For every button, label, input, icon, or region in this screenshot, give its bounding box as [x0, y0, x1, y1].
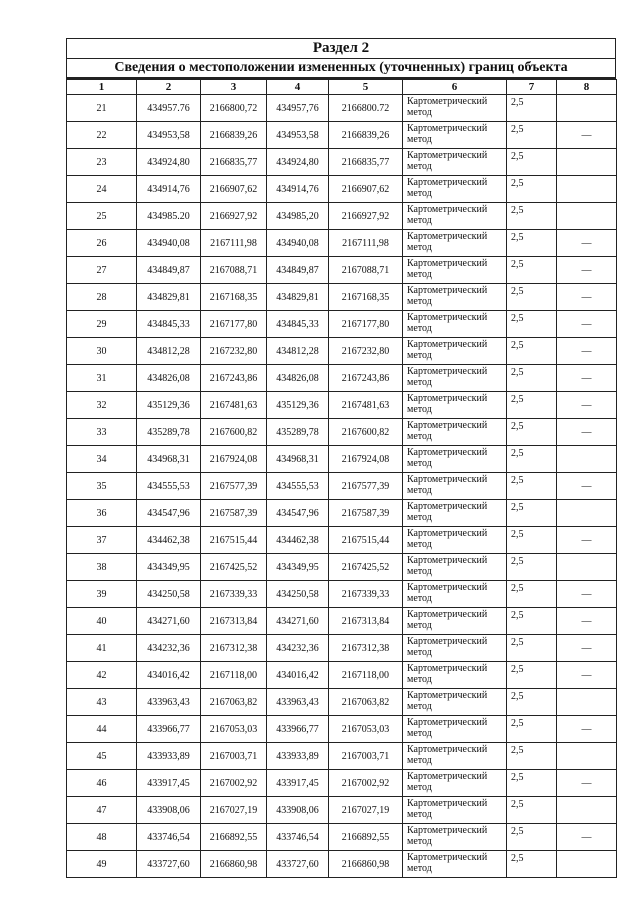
precision-cell: 2,5 — [507, 662, 557, 689]
new-y-coordinate-cell: 2166892,55 — [329, 824, 403, 851]
note-cell: — — [557, 824, 617, 851]
section-title: Раздел 2 — [67, 39, 615, 59]
x-coordinate-cell: 434271,60 — [137, 608, 201, 635]
table-body — [67, 80, 617, 878]
new-x-coordinate-cell: 434826,08 — [267, 365, 329, 392]
precision-cell: 2,5 — [507, 230, 557, 257]
point-number-cell: 33 — [67, 419, 137, 446]
table-row — [67, 446, 617, 473]
method-cell: Картометрический метод — [403, 311, 507, 338]
y-coordinate-cell: 2166927,92 — [201, 203, 267, 230]
note-cell: — — [557, 122, 617, 149]
x-coordinate-cell: 434250,58 — [137, 581, 201, 608]
y-coordinate-cell: 2167002,92 — [201, 770, 267, 797]
precision-cell: 2,5 — [507, 770, 557, 797]
new-y-coordinate-cell: 2167118,00 — [329, 662, 403, 689]
new-x-coordinate-cell: 434914,76 — [267, 176, 329, 203]
x-coordinate-cell: 434968,31 — [137, 446, 201, 473]
new-y-coordinate-cell: 2167168,35 — [329, 284, 403, 311]
precision-cell: 2,5 — [507, 689, 557, 716]
precision-cell: 2,5 — [507, 554, 557, 581]
note-cell — [557, 689, 617, 716]
point-number-cell: 48 — [67, 824, 137, 851]
table-row — [67, 95, 617, 122]
method-cell: Картометрический метод — [403, 797, 507, 824]
x-coordinate-cell: 433963,43 — [137, 689, 201, 716]
method-cell: Картометрический метод — [403, 365, 507, 392]
new-y-coordinate-cell: 2167425,52 — [329, 554, 403, 581]
point-number-cell: 42 — [67, 662, 137, 689]
method-cell: Картометрический метод — [403, 95, 507, 122]
x-coordinate-cell: 434812,28 — [137, 338, 201, 365]
note-cell: — — [557, 365, 617, 392]
point-number-cell: 38 — [67, 554, 137, 581]
point-number-cell: 40 — [67, 608, 137, 635]
note-cell: — — [557, 257, 617, 284]
x-coordinate-cell: 434985.20 — [137, 203, 201, 230]
point-number-cell: 25 — [67, 203, 137, 230]
point-number-cell: 28 — [67, 284, 137, 311]
point-number-cell: 27 — [67, 257, 137, 284]
new-x-coordinate-cell: 433917,45 — [267, 770, 329, 797]
note-cell: — — [557, 392, 617, 419]
note-cell — [557, 797, 617, 824]
new-y-coordinate-cell: 2167027,19 — [329, 797, 403, 824]
table-row — [67, 311, 617, 338]
table-row — [67, 122, 617, 149]
y-coordinate-cell: 2166835,77 — [201, 149, 267, 176]
new-x-coordinate-cell: 435129,36 — [267, 392, 329, 419]
method-cell: Картометрический метод — [403, 716, 507, 743]
column-number: 4 — [267, 80, 329, 95]
new-x-coordinate-cell: 433966,77 — [267, 716, 329, 743]
new-y-coordinate-cell: 2167243,86 — [329, 365, 403, 392]
note-cell: — — [557, 230, 617, 257]
x-coordinate-cell: 434016,42 — [137, 662, 201, 689]
new-x-coordinate-cell: 434349,95 — [267, 554, 329, 581]
note-cell — [557, 743, 617, 770]
x-coordinate-cell: 433727,60 — [137, 851, 201, 878]
table-row — [67, 635, 617, 662]
new-x-coordinate-cell: 434812,28 — [267, 338, 329, 365]
new-x-coordinate-cell: 434232,36 — [267, 635, 329, 662]
point-number-cell: 45 — [67, 743, 137, 770]
new-x-coordinate-cell: 434547,96 — [267, 500, 329, 527]
note-cell: — — [557, 338, 617, 365]
point-number-cell: 23 — [67, 149, 137, 176]
y-coordinate-cell: 2167600,82 — [201, 419, 267, 446]
new-y-coordinate-cell: 2166860,98 — [329, 851, 403, 878]
precision-cell: 2,5 — [507, 446, 557, 473]
method-cell: Картометрический метод — [403, 851, 507, 878]
x-coordinate-cell: 434826,08 — [137, 365, 201, 392]
note-cell: — — [557, 527, 617, 554]
new-y-coordinate-cell: 2167312,38 — [329, 635, 403, 662]
y-coordinate-cell: 2166892,55 — [201, 824, 267, 851]
note-cell: — — [557, 311, 617, 338]
method-cell: Картометрический метод — [403, 743, 507, 770]
section-subtitle: Сведения о местоположении измененных (уточненных) границ объекта — [67, 59, 615, 79]
method-cell: Картометрический метод — [403, 338, 507, 365]
point-number-cell: 44 — [67, 716, 137, 743]
table-row — [67, 581, 617, 608]
point-number-cell: 41 — [67, 635, 137, 662]
y-coordinate-cell: 2167003,71 — [201, 743, 267, 770]
new-x-coordinate-cell: 434555,53 — [267, 473, 329, 500]
x-coordinate-cell: 434462,38 — [137, 527, 201, 554]
precision-cell: 2,5 — [507, 743, 557, 770]
method-cell: Картометрический метод — [403, 176, 507, 203]
note-cell — [557, 95, 617, 122]
point-number-cell: 34 — [67, 446, 137, 473]
table-heading-block — [66, 38, 616, 79]
new-y-coordinate-cell: 2166800.72 — [329, 95, 403, 122]
point-number-cell: 43 — [67, 689, 137, 716]
x-coordinate-cell: 434232,36 — [137, 635, 201, 662]
y-coordinate-cell: 2166800,72 — [201, 95, 267, 122]
table-row — [67, 284, 617, 311]
y-coordinate-cell: 2167243,86 — [201, 365, 267, 392]
new-y-coordinate-cell: 2167232,80 — [329, 338, 403, 365]
x-coordinate-cell: 434555,53 — [137, 473, 201, 500]
table-row — [67, 608, 617, 635]
new-x-coordinate-cell: 435289,78 — [267, 419, 329, 446]
y-coordinate-cell: 2167168,35 — [201, 284, 267, 311]
point-number-cell: 35 — [67, 473, 137, 500]
new-y-coordinate-cell: 2166907,62 — [329, 176, 403, 203]
x-coordinate-cell: 434849,87 — [137, 257, 201, 284]
precision-cell: 2,5 — [507, 581, 557, 608]
new-x-coordinate-cell: 433746,54 — [267, 824, 329, 851]
x-coordinate-cell: 435289,78 — [137, 419, 201, 446]
new-y-coordinate-cell: 2167111,98 — [329, 230, 403, 257]
new-x-coordinate-cell: 434968,31 — [267, 446, 329, 473]
precision-cell: 2,5 — [507, 365, 557, 392]
new-x-coordinate-cell: 433908,06 — [267, 797, 329, 824]
method-cell: Картометрический метод — [403, 392, 507, 419]
method-cell: Картометрический метод — [403, 527, 507, 554]
x-coordinate-cell: 434829,81 — [137, 284, 201, 311]
new-y-coordinate-cell: 2166839,26 — [329, 122, 403, 149]
note-cell: — — [557, 716, 617, 743]
precision-cell: 2,5 — [507, 284, 557, 311]
table-row — [67, 392, 617, 419]
note-cell — [557, 851, 617, 878]
note-cell: — — [557, 581, 617, 608]
y-coordinate-cell: 2167481,63 — [201, 392, 267, 419]
method-cell: Картометрический метод — [403, 473, 507, 500]
x-coordinate-cell: 434349,95 — [137, 554, 201, 581]
new-x-coordinate-cell: 434271,60 — [267, 608, 329, 635]
note-cell: — — [557, 635, 617, 662]
point-number-cell: 30 — [67, 338, 137, 365]
new-x-coordinate-cell: 434849,87 — [267, 257, 329, 284]
note-cell — [557, 500, 617, 527]
note-cell — [557, 446, 617, 473]
new-x-coordinate-cell: 434953,58 — [267, 122, 329, 149]
table-row — [67, 797, 617, 824]
precision-cell: 2,5 — [507, 311, 557, 338]
column-number: 7 — [507, 80, 557, 95]
point-number-cell: 37 — [67, 527, 137, 554]
new-y-coordinate-cell: 2167063,82 — [329, 689, 403, 716]
new-y-coordinate-cell: 2167924,08 — [329, 446, 403, 473]
column-number: 3 — [201, 80, 267, 95]
point-number-cell: 22 — [67, 122, 137, 149]
table-row — [67, 662, 617, 689]
method-cell: Картометрический метод — [403, 446, 507, 473]
note-cell: — — [557, 473, 617, 500]
new-y-coordinate-cell: 2167515,44 — [329, 527, 403, 554]
x-coordinate-cell: 434957.76 — [137, 95, 201, 122]
table-row — [67, 257, 617, 284]
y-coordinate-cell: 2167118,00 — [201, 662, 267, 689]
method-cell: Картометрический метод — [403, 635, 507, 662]
table-row — [67, 500, 617, 527]
precision-cell: 2,5 — [507, 419, 557, 446]
table-row — [67, 770, 617, 797]
point-number-cell: 21 — [67, 95, 137, 122]
new-x-coordinate-cell: 434845,33 — [267, 311, 329, 338]
y-coordinate-cell: 2167515,44 — [201, 527, 267, 554]
new-y-coordinate-cell: 2167088,71 — [329, 257, 403, 284]
precision-cell: 2,5 — [507, 338, 557, 365]
new-y-coordinate-cell: 2167053,03 — [329, 716, 403, 743]
precision-cell: 2,5 — [507, 851, 557, 878]
note-cell — [557, 203, 617, 230]
new-y-coordinate-cell: 2166927,92 — [329, 203, 403, 230]
y-coordinate-cell: 2167924,08 — [201, 446, 267, 473]
point-number-cell: 29 — [67, 311, 137, 338]
precision-cell: 2,5 — [507, 824, 557, 851]
new-x-coordinate-cell: 434462,38 — [267, 527, 329, 554]
new-y-coordinate-cell: 2166835,77 — [329, 149, 403, 176]
x-coordinate-cell: 433966,77 — [137, 716, 201, 743]
y-coordinate-cell: 2167232,80 — [201, 338, 267, 365]
y-coordinate-cell: 2166860,98 — [201, 851, 267, 878]
x-coordinate-cell: 434924,80 — [137, 149, 201, 176]
y-coordinate-cell: 2167339,33 — [201, 581, 267, 608]
new-y-coordinate-cell: 2167339,33 — [329, 581, 403, 608]
column-number: 8 — [557, 80, 617, 95]
table-row — [67, 203, 617, 230]
table-row — [67, 230, 617, 257]
note-cell: — — [557, 770, 617, 797]
precision-cell: 2,5 — [507, 203, 557, 230]
y-coordinate-cell: 2167088,71 — [201, 257, 267, 284]
note-cell: — — [557, 608, 617, 635]
x-coordinate-cell: 435129,36 — [137, 392, 201, 419]
method-cell: Картометрический метод — [403, 230, 507, 257]
x-coordinate-cell: 434845,33 — [137, 311, 201, 338]
y-coordinate-cell: 2167425,52 — [201, 554, 267, 581]
y-coordinate-cell: 2167312,38 — [201, 635, 267, 662]
table-row — [67, 149, 617, 176]
x-coordinate-cell: 434547,96 — [137, 500, 201, 527]
precision-cell: 2,5 — [507, 176, 557, 203]
document-sheet — [66, 38, 616, 878]
method-cell: Картометрический метод — [403, 500, 507, 527]
precision-cell: 2,5 — [507, 716, 557, 743]
precision-cell: 2,5 — [507, 797, 557, 824]
y-coordinate-cell: 2167063,82 — [201, 689, 267, 716]
y-coordinate-cell: 2167111,98 — [201, 230, 267, 257]
point-number-cell: 46 — [67, 770, 137, 797]
y-coordinate-cell: 2167587,39 — [201, 500, 267, 527]
x-coordinate-cell: 433933,89 — [137, 743, 201, 770]
y-coordinate-cell: 2167577,39 — [201, 473, 267, 500]
method-cell: Картометрический метод — [403, 662, 507, 689]
y-coordinate-cell: 2167027,19 — [201, 797, 267, 824]
new-y-coordinate-cell: 2167587,39 — [329, 500, 403, 527]
note-cell: — — [557, 419, 617, 446]
note-cell — [557, 554, 617, 581]
precision-cell: 2,5 — [507, 149, 557, 176]
y-coordinate-cell: 2166839,26 — [201, 122, 267, 149]
y-coordinate-cell: 2167177,80 — [201, 311, 267, 338]
table-row — [67, 338, 617, 365]
note-cell — [557, 149, 617, 176]
new-x-coordinate-cell: 433933,89 — [267, 743, 329, 770]
new-x-coordinate-cell: 434250,58 — [267, 581, 329, 608]
new-y-coordinate-cell: 2167313,84 — [329, 608, 403, 635]
note-cell: — — [557, 284, 617, 311]
table-row — [67, 176, 617, 203]
method-cell: Картометрический метод — [403, 284, 507, 311]
new-y-coordinate-cell: 2167177,80 — [329, 311, 403, 338]
x-coordinate-cell: 434940,08 — [137, 230, 201, 257]
precision-cell: 2,5 — [507, 257, 557, 284]
table-row — [67, 716, 617, 743]
y-coordinate-cell: 2167053,03 — [201, 716, 267, 743]
column-number: 1 — [67, 80, 137, 95]
y-coordinate-cell: 2166907,62 — [201, 176, 267, 203]
new-y-coordinate-cell: 2167002,92 — [329, 770, 403, 797]
point-number-cell: 36 — [67, 500, 137, 527]
method-cell: Картометрический метод — [403, 149, 507, 176]
new-x-coordinate-cell: 433963,43 — [267, 689, 329, 716]
y-coordinate-cell: 2167313,84 — [201, 608, 267, 635]
x-coordinate-cell: 434914,76 — [137, 176, 201, 203]
new-x-coordinate-cell: 434829,81 — [267, 284, 329, 311]
method-cell: Картометрический метод — [403, 203, 507, 230]
point-number-cell: 39 — [67, 581, 137, 608]
table-row — [67, 743, 617, 770]
coordinates-table — [66, 79, 617, 878]
new-y-coordinate-cell: 2167481,63 — [329, 392, 403, 419]
table-row — [67, 824, 617, 851]
point-number-cell: 49 — [67, 851, 137, 878]
point-number-cell: 24 — [67, 176, 137, 203]
column-number: 2 — [137, 80, 201, 95]
method-cell: Картометрический метод — [403, 581, 507, 608]
method-cell: Картометрический метод — [403, 257, 507, 284]
x-coordinate-cell: 433746,54 — [137, 824, 201, 851]
precision-cell: 2,5 — [507, 527, 557, 554]
table-row — [67, 554, 617, 581]
method-cell: Картометрический метод — [403, 770, 507, 797]
table-row — [67, 851, 617, 878]
table-row — [67, 527, 617, 554]
precision-cell: 2,5 — [507, 473, 557, 500]
new-y-coordinate-cell: 2167577,39 — [329, 473, 403, 500]
table-row — [67, 365, 617, 392]
method-cell: Картометрический метод — [403, 608, 507, 635]
precision-cell: 2,5 — [507, 635, 557, 662]
table-row — [67, 419, 617, 446]
table-row — [67, 473, 617, 500]
x-coordinate-cell: 433908,06 — [137, 797, 201, 824]
method-cell: Картометрический метод — [403, 419, 507, 446]
method-cell: Картометрический метод — [403, 554, 507, 581]
column-number: 6 — [403, 80, 507, 95]
x-coordinate-cell: 434953,58 — [137, 122, 201, 149]
point-number-cell: 26 — [67, 230, 137, 257]
table-row — [67, 689, 617, 716]
new-x-coordinate-cell: 433727,60 — [267, 851, 329, 878]
point-number-cell: 47 — [67, 797, 137, 824]
method-cell: Картометрический метод — [403, 122, 507, 149]
new-x-coordinate-cell: 434924,80 — [267, 149, 329, 176]
point-number-cell: 31 — [67, 365, 137, 392]
method-cell: Картометрический метод — [403, 824, 507, 851]
column-number: 5 — [329, 80, 403, 95]
new-y-coordinate-cell: 2167003,71 — [329, 743, 403, 770]
precision-cell: 2,5 — [507, 500, 557, 527]
precision-cell: 2,5 — [507, 608, 557, 635]
note-cell — [557, 176, 617, 203]
precision-cell: 2,5 — [507, 95, 557, 122]
new-x-coordinate-cell: 434957,76 — [267, 95, 329, 122]
new-y-coordinate-cell: 2167600,82 — [329, 419, 403, 446]
method-cell: Картометрический метод — [403, 689, 507, 716]
new-x-coordinate-cell: 434016,42 — [267, 662, 329, 689]
new-x-coordinate-cell: 434985,20 — [267, 203, 329, 230]
note-cell: — — [557, 662, 617, 689]
precision-cell: 2,5 — [507, 392, 557, 419]
precision-cell: 2,5 — [507, 122, 557, 149]
new-x-coordinate-cell: 434940,08 — [267, 230, 329, 257]
column-number-row — [67, 80, 617, 95]
point-number-cell: 32 — [67, 392, 137, 419]
x-coordinate-cell: 433917,45 — [137, 770, 201, 797]
